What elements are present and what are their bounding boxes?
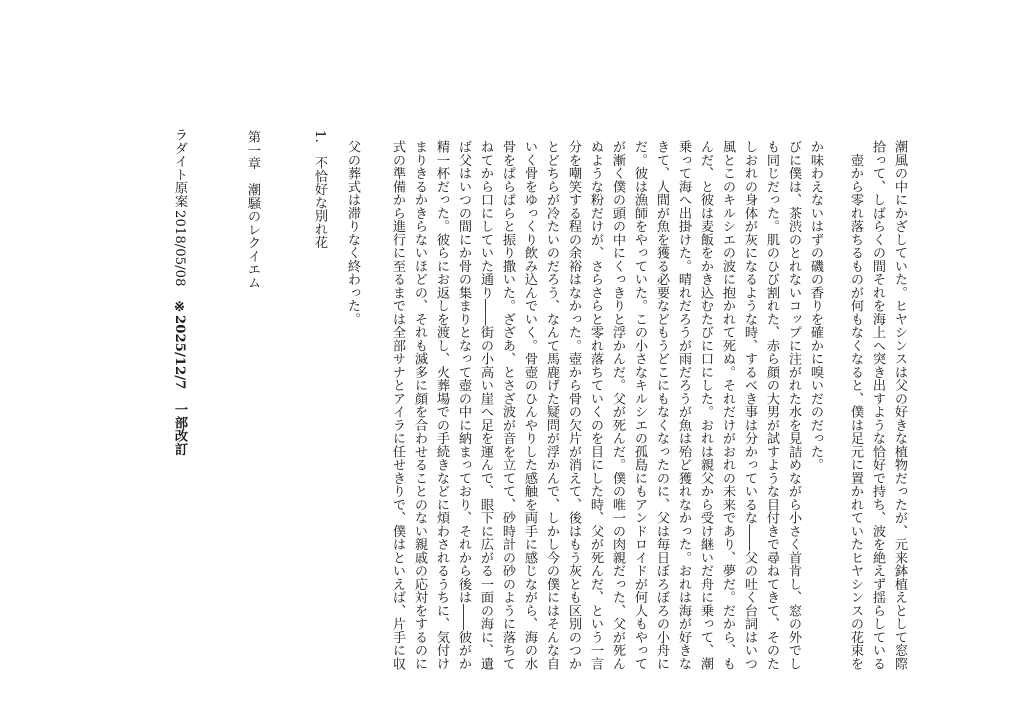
draft-label: ラダイト原案 <box>172 128 187 208</box>
body-line: 乗って海へ出掛けた。晴れだろうが雨だろうが魚は殆ど獲れなかった。おれは海が好きな <box>676 140 691 670</box>
body-line: んだ、と彼は麦飯をかき込むたびに口にした。おれは親父から受け継いだ舟に乗って、潮 <box>698 140 713 670</box>
body-line: びに僕は、茶渋のとれないコップに注がれた水を見詰めながら小さく首肯し、窓の外でし <box>786 140 801 670</box>
body-line: も同じだった。肌のひび割れた、赤ら顔の大男が試すような目付きで尋ねてきて、そのた <box>764 140 779 670</box>
section-heading: 1. 不恰好な別れ花 <box>312 130 327 249</box>
body-line: 風とこのキルシエの波に抱かれて死ぬ。それだけがおれの未来であり、夢だ。だから、も <box>720 140 735 670</box>
body-line: 父の葬式は滞りなく終わった。 <box>345 140 360 326</box>
chapter-title: 第一章 潮騒のレクイエム <box>245 130 260 289</box>
body-line: ねてから口にしていた通り――街の小高い崖へ足を運んで、眼下に広がる一面の海に、遺 <box>478 140 493 670</box>
body-line: 潮風の中にかざしていた。ヒヤシンスは父の好きな植物だったが、元来鉢植えとして窓際 <box>892 140 907 670</box>
body-line: が漸く僕の頭の中にくっきりと浮かんだ。父が死んだ。僕の唯一の肉親だった、父が死ん <box>610 140 625 670</box>
body-line: ば父はいつの間にか骨の集まりとなって壺の中に納まっており、それから後は――彼がか <box>456 140 471 670</box>
body-line: だ。彼は漁師をやっていた。この小さなキルシエの孤島にもアンドロイドが何人もやって <box>632 140 647 670</box>
body-line: ぬような粉だけが、さらさらと零れ落ちていくのを目にした時、父が死んだ、という一言 <box>588 140 603 670</box>
body-line: 式の準備から進行に至るまでは全部サナとアイラに任せきりで、僕はといえば、片手に収 <box>390 140 405 670</box>
body-line: 壺から零れ落ちるものが何もなくなると、僕は足元に置かれていたヒヤシンスの花束を <box>848 140 863 670</box>
date-label: 2018/05/08 <box>172 210 187 287</box>
revision-note: ※2025/12/7 一部改訂 <box>172 300 187 456</box>
body-line: いく骨をゆっくり飲み込んでいく。骨壺のひんやりした感触を両手に感じながら、海の水 <box>522 140 537 670</box>
body-line: 骨をぱらぱらと振り撒いた。ざざあ、とさざ波が音を立てて、砂時計の砂のように落ちて <box>500 140 515 670</box>
body-line: か味わえないはずの磯の香りを確かに嗅いだのだった。 <box>808 140 823 472</box>
body-line: 分を嘲笑する程の余裕はなかった。壺から骨の欠片が消えて、後はもう灰とも区別のつか <box>566 140 581 670</box>
body-line: しおれの身体が灰になるような時、するべき事は分かっているな――父の吐く台詞はいつ <box>742 140 757 670</box>
body-line: まりきるかきらないほどの、それも滅多に顔を合わせることのない親戚の応対をするのに <box>412 140 427 670</box>
body-line: 精一杯だった。彼らにお返しを渡し、火葬場での手続きなどに煩わされるうちに、気付け <box>434 140 449 670</box>
body-line: とどちらが冷たいのだろう、なんて馬鹿げた疑問が浮かんで、しかし今の僕にはそんな自 <box>544 140 559 670</box>
body-line: 拾って、しばらくの間それを海上へ突き出すような恰好で持ち、波を絶えず揺らしている <box>870 140 885 670</box>
body-line: きて、人間が魚を獲る必要などもうどこにもなくなったのに、父は毎日ぼろぼろの小舟に <box>654 140 669 670</box>
